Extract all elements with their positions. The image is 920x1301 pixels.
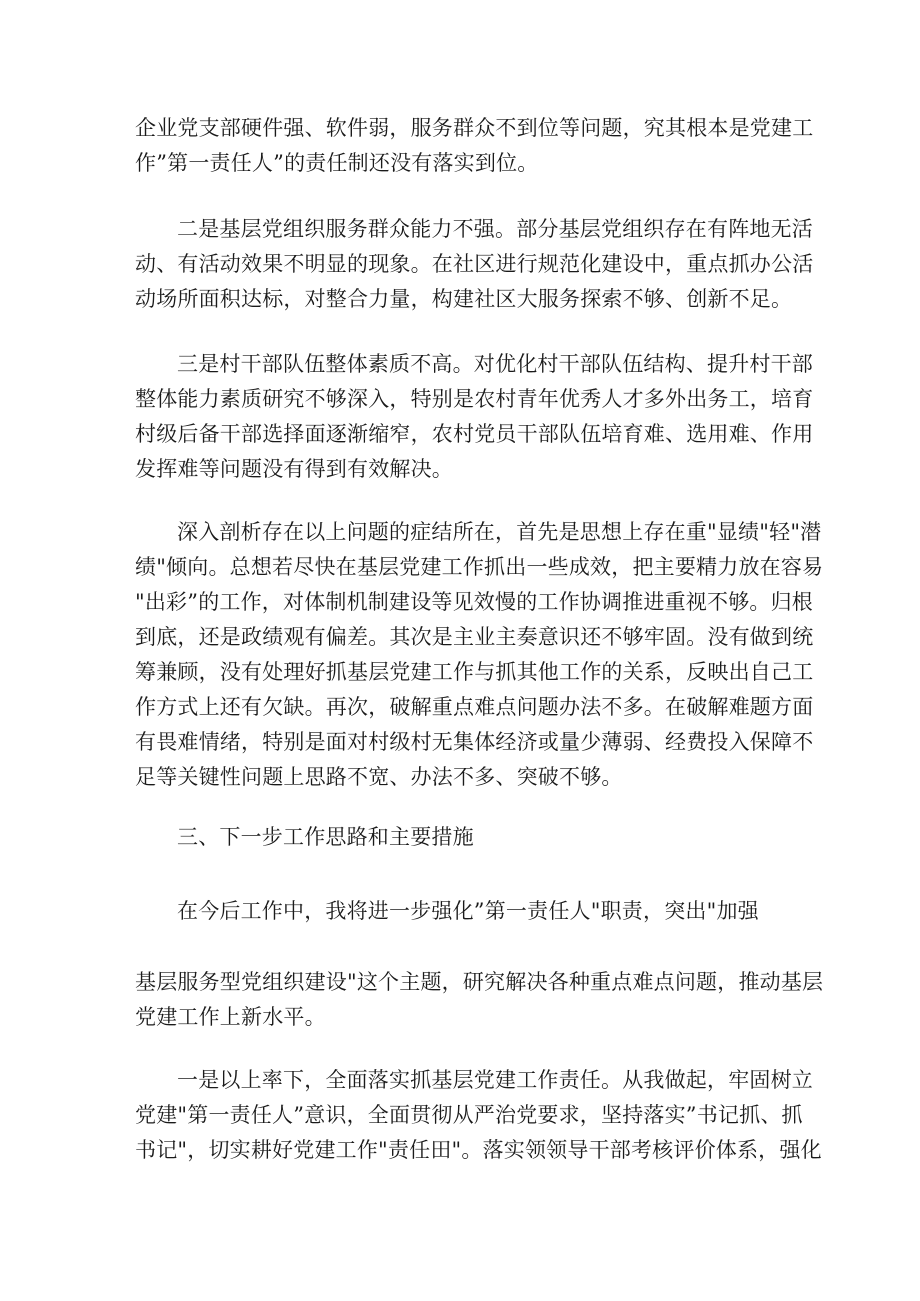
paragraph-5 (135, 894, 795, 929)
text-line: 到底，还是政绩观有偏差。其次是主业主奏意识还不够牢固。没有做到统 (135, 625, 814, 649)
paragraph-4 (135, 515, 824, 795)
text-line: 书记"，切实耕好党建工作"责任田"。落实领领导干部考核评价体系，强化 (135, 1138, 822, 1162)
text-line: 有畏难情绪，特别是面对村级村无集体经济或量少薄弱、经费投入保障不 (135, 730, 814, 754)
paragraph-3 (135, 347, 814, 487)
text-line: 二是基层党组织服务群众能力不强。部分基层党组织存在有阵地无活 (177, 217, 813, 241)
text-line: 动场所面积达标，对整合力量，构建社区大服务探索不够、创新不足。 (135, 287, 793, 311)
text-line: 一是以上率下，全面落实抓基层党建工作责任。从我做起，牢固树立 (177, 1068, 813, 1092)
heading-text: 三、下一步工作思路和主要措施 (177, 825, 474, 849)
paragraph-2 (135, 212, 814, 317)
text-line: 党建"第一责任人”意识，全面贯彻从严治党要求，坚持落实”书记抓、抓 (135, 1103, 803, 1127)
text-line: 党建工作上新水平。 (135, 1005, 326, 1029)
paragraph-7 (135, 1063, 822, 1168)
text-line: 足等关键性问题上思路不宽、办法不多、突破不够。 (135, 765, 623, 789)
text-line: 企业党支部硬件强、软件弱，服务群众不到位等问题，究其根本是党建工 (135, 116, 814, 140)
text-line: 深入剖析存在以上问题的症结所在，首先是思想上存在重"显绩"轻"潜 (177, 520, 822, 544)
text-line: 三是村干部队伍整体素质不高。对优化村干部队伍结构、提升村干部 (177, 352, 813, 376)
text-line: 绩"倾向。总想若尽快在基层党建工作抓出一些成效，把主要精力放在容易 (135, 555, 824, 579)
text-line: 作”第一责任人”的责任制还没有落实到位。 (135, 151, 539, 175)
text-line: 基层服务型党组织建设"这个主题，研究解决各种重点难点问题，推动基层 (135, 970, 824, 994)
text-line: 村级后备干部选择面逐渐缩窄，农村党员干部队伍培育难、选用难、作用 (135, 422, 814, 446)
text-line: 作方式上还有欠缺。再次，破解重点难点问题办法不多。在破解难题方面 (135, 695, 814, 719)
text-line: 筹兼顾，没有处理好抓基层党建工作与抓其他工作的关系，反映出自己工 (135, 660, 814, 684)
text-line: 整体能力素质研究不够深入，特别是农村青年优秀人才多外出务工，培育 (135, 387, 814, 411)
paragraph-1 (135, 111, 814, 181)
section-heading (135, 820, 795, 855)
text-line: 发挥难等问题没有得到有效解决。 (135, 457, 453, 481)
text-line: 动、有活动效果不明显的现象。在社区进行规范化建设中，重点抓办公活 (135, 252, 814, 276)
text-line: "出彩”的工作，对体制机制建设等见效慢的工作协调推进重视不够。归根 (135, 590, 813, 614)
text-line: 在今后工作中，我将进一步强化”第一责任人"职责，突出"加强 (177, 899, 759, 923)
paragraph-6 (135, 965, 824, 1035)
